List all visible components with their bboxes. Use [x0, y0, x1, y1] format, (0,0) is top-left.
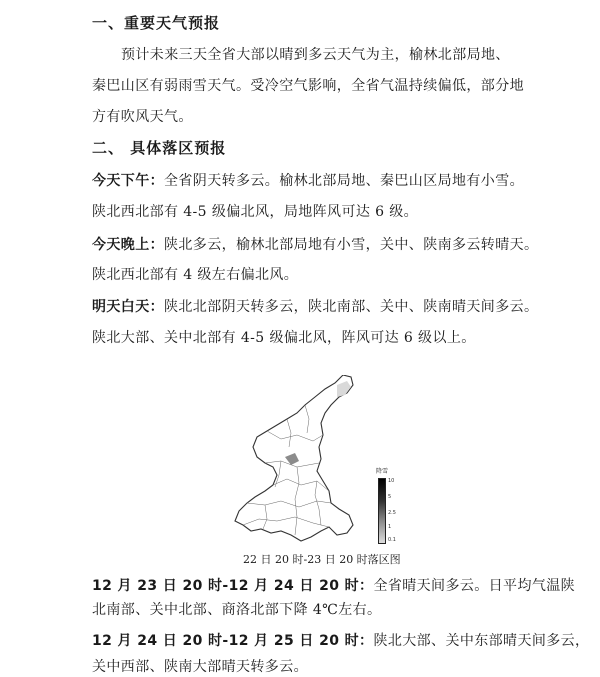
forecast-2-label: 12 月 24 日 20 时-12 月 25 日 20 时： [92, 633, 374, 649]
legend-tick: 5 [388, 494, 392, 500]
tomorrow-day-line-2: 陕北大部、关中北部有 4-5 级偏北风，阵风可达 6 级以上。 [92, 330, 476, 346]
today-night-line-1 [92, 234, 538, 254]
legend-tick: 1 [388, 524, 392, 530]
today-night-text: 陕北多云，榆林北部局地有小雪，关中、陕南多云转晴天。 [164, 237, 539, 253]
forecast-1-label: 12 月 23 日 20 时-12 月 24 日 20 时： [92, 578, 374, 594]
tomorrow-day-label: 明天白天： [92, 299, 164, 315]
forecast-1-line-1 [92, 575, 575, 595]
forecast-1-text: 全省晴天间多云。日平均气温陕 [373, 578, 576, 594]
legend-tick: 10 [388, 478, 395, 484]
today-night-line-2: 陕北西北部有 4 级左右偏北风。 [92, 267, 299, 283]
today-afternoon-text: 全省阴天转多云。榆林北部局地、秦巴山区局地有小雪。 [164, 173, 524, 189]
map-caption: 22 日 20 时-23 日 20 时落区图 [243, 553, 401, 566]
legend-tick: 0.1 [388, 537, 396, 543]
section-1-heading: 一、重要天气预报 [92, 14, 221, 32]
section-2-heading: 二、 具体落区预报 [92, 139, 227, 157]
section-1-line-2: 秦巴山区有弱雨雪天气。受冷空气影响，全省气温持续偏低，部分地 [92, 78, 524, 94]
today-night-label: 今天晚上： [92, 237, 164, 253]
legend-tick: 2.5 [388, 510, 396, 516]
forecast-1-line-2: 北南部、关中北部、商洛北部下降 4℃左右。 [92, 602, 382, 618]
section-1-line-1: 预计未来三天全省大部以晴到多云天气为主，榆林北部局地、 [121, 47, 510, 63]
tomorrow-day-text: 陕北北部阴天转多云，陕北南部、关中、陕南晴天间多云。 [164, 299, 539, 315]
forecast-2-line-2: 关中西部、陕南大部晴天转多云。 [92, 659, 308, 675]
today-afternoon-label: 今天下午： [92, 173, 164, 189]
tomorrow-day-line-1 [92, 296, 538, 316]
forecast-2-text: 陕北大部、关中东部晴天间多云， [373, 633, 590, 649]
today-afternoon-line-2: 陕北西北部有 4-5 级偏北风，局地阵风可达 6 级。 [92, 204, 419, 220]
section-1-line-3: 方有吹风天气。 [92, 109, 193, 125]
forecast-2-line-1 [92, 630, 589, 650]
map-legend [376, 466, 406, 544]
today-afternoon-line-1 [92, 170, 524, 190]
legend-title: 降雪 [376, 468, 389, 475]
legend-color-bar [378, 478, 386, 544]
